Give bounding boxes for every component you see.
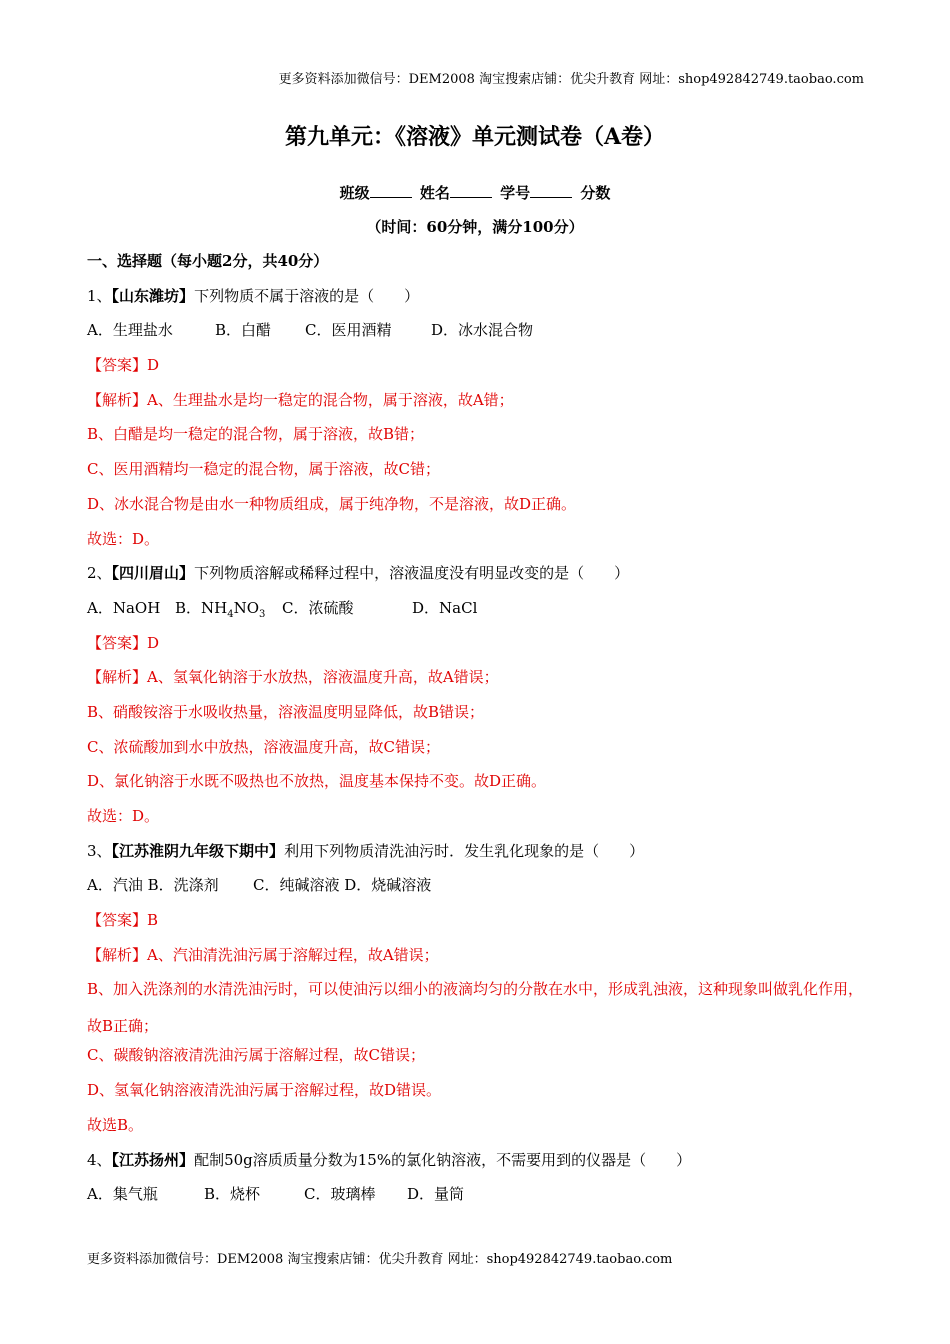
- option-c: C．玻璃棒: [304, 1185, 376, 1204]
- analysis-line: D、氯化钠溶于水既不吸热也不放热，温度基本保持不变。故D正确。: [87, 772, 547, 791]
- question-options: [87, 318, 872, 353]
- section-heading: 一、选择题（每小题2分，共40分）: [87, 252, 329, 270]
- question-stem: [87, 561, 872, 596]
- option-d: D．NaCl: [412, 598, 478, 617]
- analysis-line: C、浓硫酸加到水中放热，溶液温度升高，故C错误；: [87, 737, 440, 756]
- exam-content: [87, 249, 872, 1217]
- student-info-line: [0, 182, 950, 203]
- answer: 【答案】D: [87, 633, 160, 652]
- conclusion: 故选B。: [87, 1115, 144, 1134]
- class-label: 班级: [339, 184, 370, 202]
- question-number: 2、: [87, 564, 112, 583]
- footer-note: 更多资料添加微信号：DEM2008 淘宝搜索店铺：优尖升教育 网址：shop492842749.taobao.com: [87, 1252, 673, 1267]
- answer: 【答案】B: [87, 911, 159, 930]
- option-a: A．NaOH: [87, 598, 161, 617]
- analysis-line: D、氢氧化钠溶液清洗油污属于溶解过程，故D错误。: [87, 1081, 442, 1100]
- question-number: 3、: [87, 841, 112, 860]
- option-d: D．冰水混合物: [431, 321, 534, 340]
- question-stem: [87, 1148, 872, 1183]
- option-cd: C．纯碱溶液 D．烧碱溶液: [253, 876, 432, 895]
- name-label: 姓名: [419, 184, 450, 202]
- name-blank[interactable]: [450, 183, 492, 198]
- analysis-line: B、加入洗涤剂的水清洗油污时，可以使油污以细小的液滴均匀的分散在水中，形成乳浊液，这种现象叫做乳化作用，故B正确；: [87, 980, 864, 1036]
- option-b: B．$NH_4NO_3$: [175, 598, 266, 620]
- question-source: 【四川眉山】: [111, 564, 195, 583]
- question-number: 4、: [87, 1150, 112, 1169]
- option-a: A．集气瓶: [87, 1185, 158, 1204]
- header-note: 更多资料添加微信号：DEM2008 淘宝搜索店铺：优尖升教育 网址：shop492842749.taobao.com: [278, 72, 864, 87]
- answer: 【答案】D: [87, 356, 160, 375]
- question-source: 【山东潍坊】: [111, 286, 195, 305]
- analysis-line: B、硝酸铵溶于水吸收热量，溶液温度明显降低，故B错误；: [87, 702, 485, 721]
- question-options: [87, 873, 872, 908]
- question-stem: [87, 284, 872, 319]
- question-options: [87, 1182, 872, 1217]
- option-b: B．白醋: [215, 321, 272, 340]
- page-title: 第九单元：《溶液》单元测试卷（A卷）: [284, 124, 666, 150]
- analysis-line: D、冰水混合物是由水一种物质组成，属于纯净物，不是溶液，故D正确。: [87, 494, 577, 513]
- conclusion: 故选：D。: [87, 529, 160, 548]
- option-b: B．烧杯: [204, 1185, 261, 1204]
- question-stem: [87, 839, 872, 874]
- question-options: [87, 596, 872, 631]
- analysis-line: C、碳酸钠溶液清洗油污属于溶解过程，故C错误；: [87, 1046, 425, 1065]
- class-blank[interactable]: [370, 183, 412, 198]
- student-id-blank[interactable]: [530, 183, 572, 198]
- analysis-line: 【解析】A、生理盐水是均一稳定的混合物，属于溶液，故A错；: [87, 390, 514, 409]
- question-source: 【江苏扬州】: [111, 1150, 195, 1169]
- question-source: 【江苏淮阴九年级下期中】: [111, 841, 285, 860]
- question-text: 下列物质溶解或稀释过程中，溶液温度没有明显改变的是（ ）: [194, 564, 630, 583]
- time-info: （时间：60分钟，满分100分）: [366, 218, 584, 236]
- conclusion: 故选：D。: [87, 807, 160, 825]
- option-ab: A．汽油 B．洗涤剂: [87, 876, 219, 895]
- option-d: D．量筒: [407, 1185, 465, 1204]
- option-a: A．生理盐水: [87, 321, 173, 340]
- analysis-line: 【解析】A、氢氧化钠溶于水放热，溶液温度升高，故A错误；: [87, 668, 499, 687]
- analysis-line: 【解析】A、汽油清洗油污属于溶解过程，故A错误；: [87, 945, 439, 964]
- score-label: 分数: [580, 184, 611, 202]
- option-c: C．浓硫酸: [282, 598, 354, 617]
- question-text: 利用下列物质清洗油污时．发生乳化现象的是（ ）: [284, 841, 645, 860]
- analysis-line: B、白醋是均一稳定的混合物，属于溶液，故B错；: [87, 425, 425, 444]
- analysis-line: C、医用酒精均一稳定的混合物，属于溶液，故C错；: [87, 460, 440, 479]
- option-c: C．医用酒精: [305, 321, 392, 340]
- student-id-label: 学号: [500, 184, 531, 202]
- question-text: 下列物质不属于溶液的是（ ）: [194, 286, 420, 305]
- question-number: 1、: [87, 286, 112, 305]
- question-text: 配制50g溶质质量分数为15%的氯化钠溶液，不需要用到的仪器是（ ）: [194, 1150, 692, 1169]
